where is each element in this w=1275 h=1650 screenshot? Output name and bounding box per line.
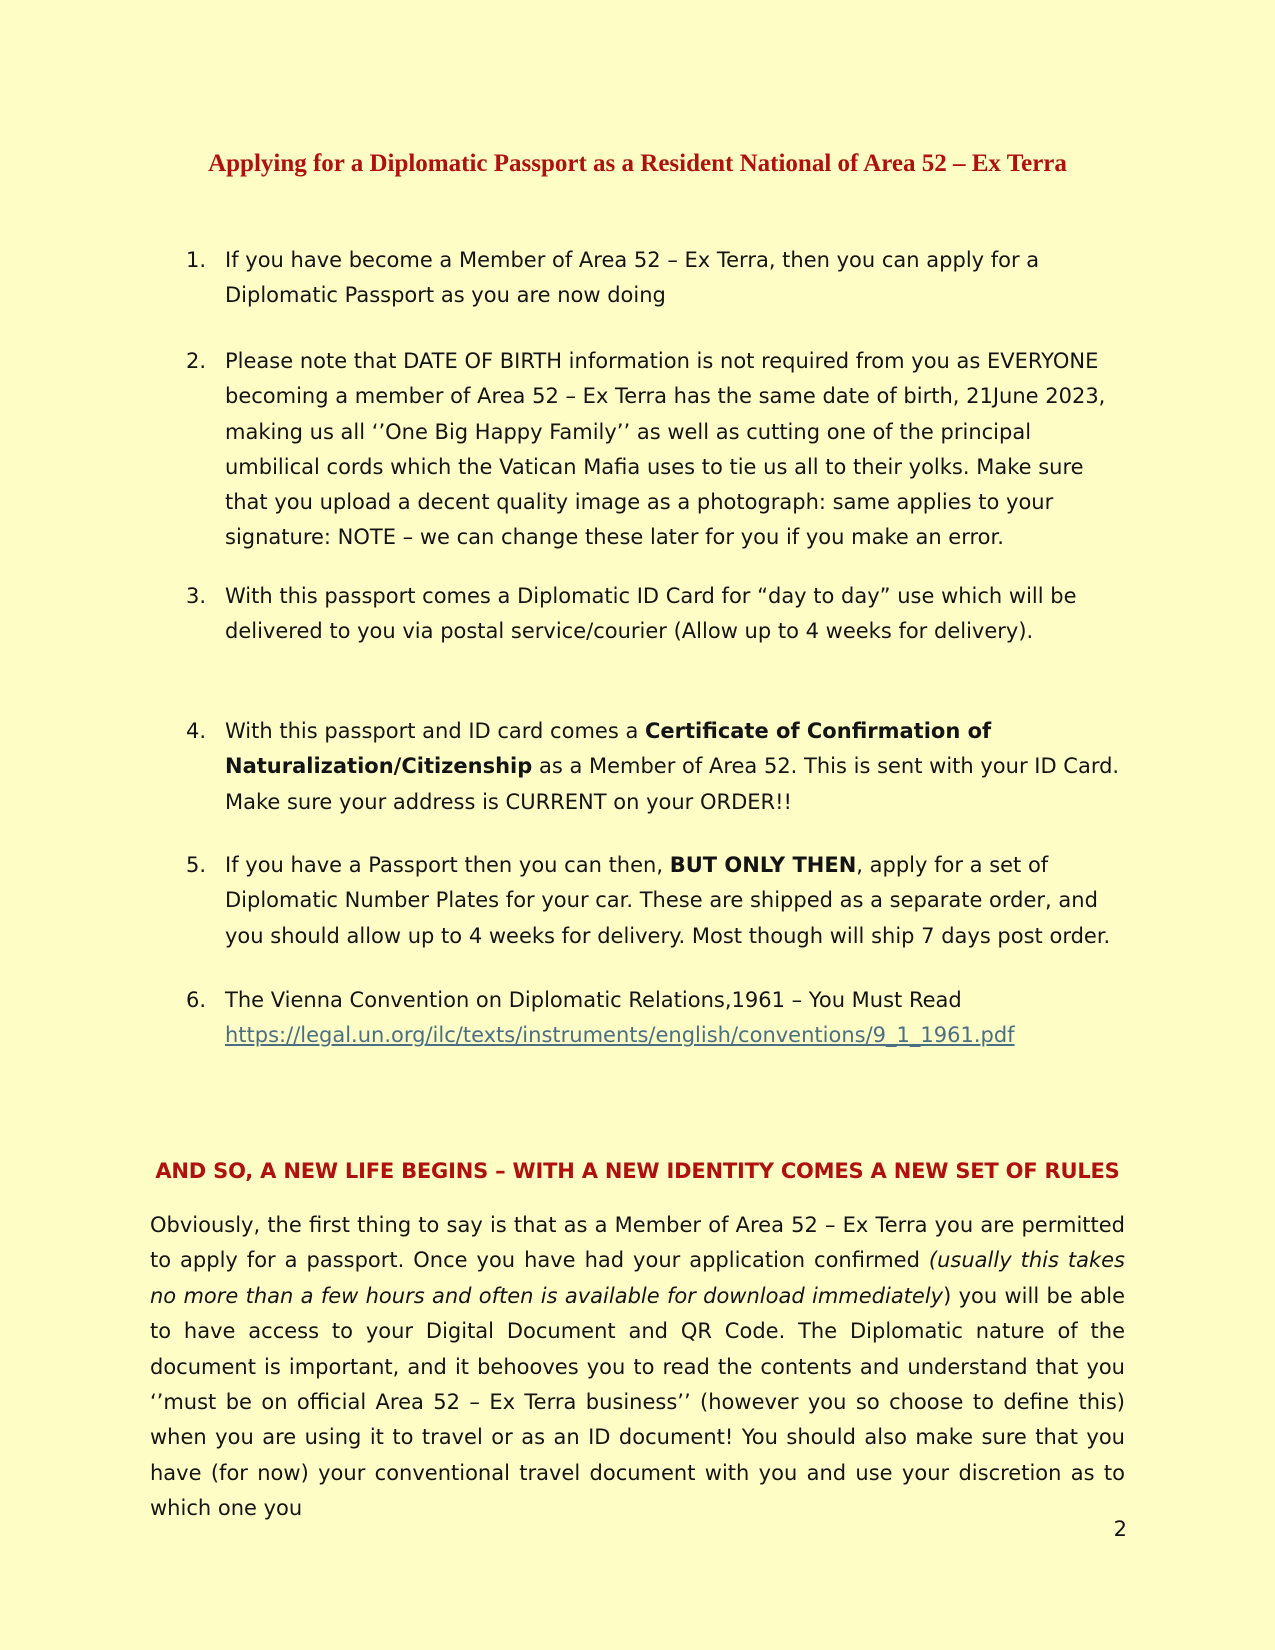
list-item-text-part: With this passport and ID card comes a [225,719,645,743]
list-item [186,344,1126,556]
list-item-text [225,848,1130,954]
list-item-text [225,714,1130,820]
list-item-text-part: , apply for a set of Diplomatic Number Plates for your car. These are shipped as a separate order, and you should allow up to 4 weeks for delivery. Most though will ship 7 days post order. [225,853,1111,948]
list-item-text: If you have become a Member of Area 52 – Ex Terra, then you can apply for a Diplomatic Passport as you are now doing [225,248,1040,308]
list-item-number: 6. [186,988,207,1012]
list-item [186,714,1126,820]
list-item-text: Please note that DATE OF BIRTH information is not required from you as EVERYONE becoming a member of Area 52 – Ex Terra has the same date of birth, 21June 2023, making us all ‘’One Big Happy Family’’ as well as cutting one of the principal umbilical cords which the Vatican Mafia uses to tie us all to their yolks. Make sure that you upload a decent quality image as a photograph: same applies to your signature: NOTE – we can change these later for you if you make an error. [225,349,1106,550]
vienna-convention-link[interactable]: https://legal.un.org/ilc/texts/instruments/english/conventions/9_1_1961.pdf [225,1023,1015,1048]
list-item-number: 2. [186,349,207,373]
list-item-text [225,983,1130,1054]
page-title: Applying for a Diplomatic Passport as a Resident National of Area 52 – Ex Terra [208,150,1067,177]
body-paragraph [150,1208,1125,1527]
paragraph-text-part: ) you will be able to have access to your Digital Document and QR Code. The Diplomatic nature of the document is important, and it behooves you to read the contents and understand that you ‘’must be on official Area 52 – Ex Terra business’’ (however you so choose to define this) when you are using it to travel or as an ID document! You should also make sure that you have (for now) your conventional travel document with you and use your discretion as to which one you [150,1283,1125,1521]
list-item-text-part: If you have a Passport then you can then, [225,853,670,877]
page-number: 2 [1113,1517,1127,1541]
list-item-number: 5. [186,853,207,877]
only-then-emphasis: BUT ONLY THEN [669,853,857,877]
certificate-emphasis: Certificate of Confirmation of Naturalization/Citizenship [225,719,992,779]
list-item [186,983,1126,1054]
list-item-text-part: as a Member of Area 52. This is sent with your ID Card. Make sure your address is CURRENT on your ORDER!! [225,754,1120,814]
section-heading: AND SO, A NEW LIFE BEGINS – WITH A NEW IDENTITY COMES A NEW SET OF RULES [155,1159,1120,1183]
paragraph-italic-note: (usually this takes no more than a few hours and often is available for download immediately [150,1248,1126,1308]
list-item-number: 1. [186,248,207,272]
list-item-text: With this passport comes a Diplomatic ID Card for “day to day” use which will be delivered to you via postal service/courier (Allow up to 4 weeks for delivery). [225,584,1077,644]
list-item [186,848,1126,954]
list-item [186,579,1126,650]
list-item [186,243,1126,314]
list-item-number: 3. [186,584,207,608]
list-item-number: 4. [186,719,207,743]
list-item-text-part: The Vienna Convention on Diplomatic Relations,1961 – You Must Read [225,988,962,1012]
paragraph-text-part: Obviously, the first thing to say is that as a Member of Area 52 – Ex Terra you are permitted to apply for a passport. Once you have had your application confirmed [150,1213,1125,1273]
